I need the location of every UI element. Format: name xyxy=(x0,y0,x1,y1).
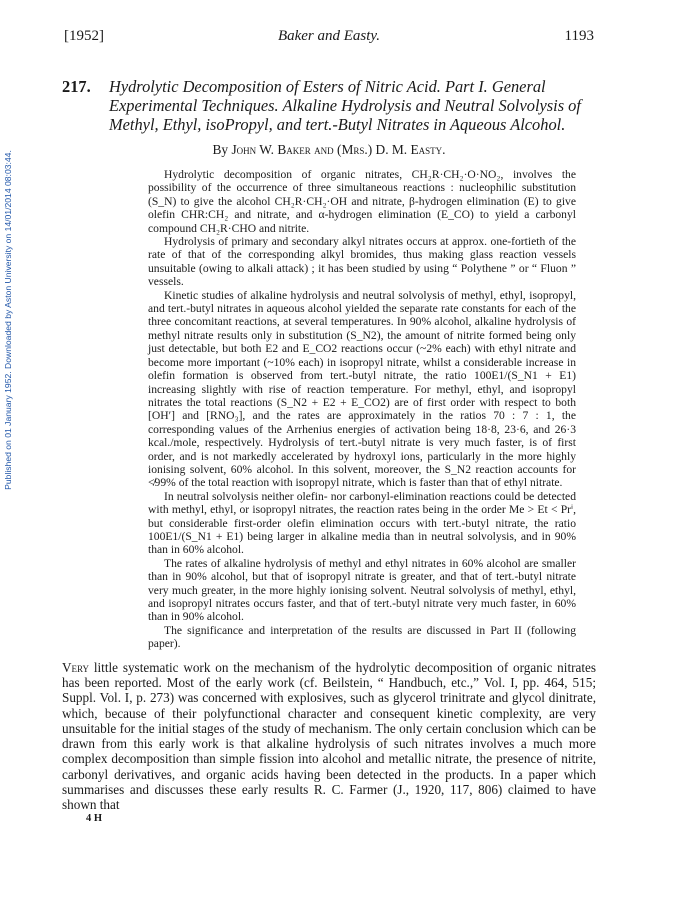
abstract-paragraph: Hydrolysis of primary and secondary alkyl nitrates occurs at approx. one-fortieth of the rate of that of the corresponding alkyl bromides, thus making glass reaction vessels unsuitable (owing to alkali attack) ; it has been studied by using “ Polythene ” or “ Fluon ” vessels. xyxy=(148,235,576,289)
header-year: [1952] xyxy=(64,28,104,44)
article-title-block xyxy=(62,77,596,134)
running-head xyxy=(62,28,596,52)
download-watermark xyxy=(2,60,14,580)
lead-word: Very xyxy=(62,659,90,675)
byline-prefix: By xyxy=(212,142,229,157)
download-watermark-text: Published on 01 January 1952. Downloaded by Aston University on 14/01/2014 08:03:44. xyxy=(3,150,13,490)
byline xyxy=(62,142,596,158)
article-number: 217. xyxy=(62,77,91,96)
header-authors: Baker and Easty. xyxy=(277,28,381,44)
abstract xyxy=(148,168,576,651)
byline-authors: John W. Baker and (Mrs.) D. M. Easty. xyxy=(231,142,446,157)
journal-page xyxy=(62,28,596,824)
abstract-paragraph: Hydrolytic decomposition of organic nitrates, CH₂R·CH₂·O·NO₂, involves the possibility of the occurrence of three simultaneous reactions : nucleophilic substitution (S_N) to give the alcohol CH₂R·CH₂·OH and nitrate, β-hydrogen elimination (E) to give olefin CHR:CH₂ and nitrate, and α-hydrogen elimination (E_CO) to yield a carbonyl compound CH₂R·CHO and nitrite. xyxy=(148,168,576,235)
body-text xyxy=(62,660,596,813)
abstract-paragraph: The rates of alkaline hydrolysis of methyl and ethyl nitrates in 60% alcohol are smaller than in 90% alcohol, but that of isopropyl nitrate is greater, and that of tert.-butyl nitrate very much greater, in the more highly ionising solvent. Neutral solvolysis of methyl, ethyl, and isopropyl nitrates occurs faster, and that of tert.-butyl nitrate very much faster, in 60% than in 90% alcohol. xyxy=(148,556,576,624)
abstract-paragraph: The significance and interpretation of the results are discussed in Part II (following paper). xyxy=(148,623,576,651)
body-paragraph-text: little systematic work on the mechanism of the hydrolytic decomposition of organic nitrates has been reported. Most of the early work (cf. Beilstein, “ Handbuch, etc.,” Vol. I, pp. 464, 515; Suppl. Vol. I, p. 273) was concerned with explosives, such as glycerol trinitrate and glycol dinitrate, which, because of their polyfunctional character and consequent kinetic complexity, are very unsuitable for the initial stages of the study of mechanism. The only certain conclusion which can be drawn from this early work is that alkaline hydrolysis of such nitrates involves a much more complex decomposition than simple fission into alcohol and metallic nitrate, the presence of nitrite, carbonyl derivatives, and organic acids having been detected in the products. In a paper which summarises and discusses these early results R. C. Farmer (J., 1920, 117, 806) claimed to have shown that xyxy=(62,659,596,813)
header-page-number: 1193 xyxy=(564,28,594,44)
abstract-paragraph: Kinetic studies of alkaline hydrolysis and neutral solvolysis of methyl, ethyl, isopropyl, and tert.-butyl nitrates in aqueous alcohol yielded the separate rate constants for each of the three concomitant reactions, at several temperatures. In 90% alcohol, alkaline hydrolysis of methyl nitrate results only in substitution (S_N2), the amount of nitrite formed being only just detectable, but both E2 and E_CO2 reactions occur (~2% each) with ethyl nitrate and become more important (~10% each) in isopropyl nitrate, whilst a considerable increase in olefin formation is observed from tert.-butyl nitrate, the ratio 100E1/(S_N1 + E1) increasing slightly with rise of reaction temperature. For methyl, ethyl, and isopropyl nitrates the total reactions (S_N2 + E2 + E_CO2) are of first order with respect to both [OH′] and [RNO₃], and the rates are approximately in the ratios 70 : 7 : 1, the corresponding values of the Arrhenius energies of activation being 18·8, 23·6, and 26·3 kcal./mole, respectively. Hydrolysis of tert.-butyl nitrate is very much faster, is of first order, and is not markedly accelerated by hydroxyl ions, particularly in the more highly ionising solvent, 60% alcohol. In this solvent, moreover, the S_N2 reaction accounts for ≮99% of the total reaction with isopropyl nitrate, which is faster than that of ethyl nitrate. xyxy=(148,288,576,490)
abstract-paragraph: In neutral solvolysis neither olefin- nor carbonyl-elimination reactions could be detected with methyl, ethyl, or isopropyl nitrates, the reaction rates being in the order Me > Et < Prⁱ, but considerable first-order olefin elimination occurs with tert.-butyl nitrate, the ratio 100E1/(S_N1 + E1) being larger in alkaline media than in neutral solvolysis, and in 90% than in 60% alcohol. xyxy=(148,489,576,557)
signature-mark: 4 H xyxy=(86,812,103,824)
body-paragraph xyxy=(62,660,596,813)
article-title: Hydrolytic Decomposition of Esters of Nitric Acid. Part I. General Experimental Techniques. Alkaline Hydrolysis and Neutral Solvolysis of Methyl, Ethyl, isoPropyl, and tert.-Butyl Nitrates in Aqueous Alcohol. xyxy=(109,77,581,134)
